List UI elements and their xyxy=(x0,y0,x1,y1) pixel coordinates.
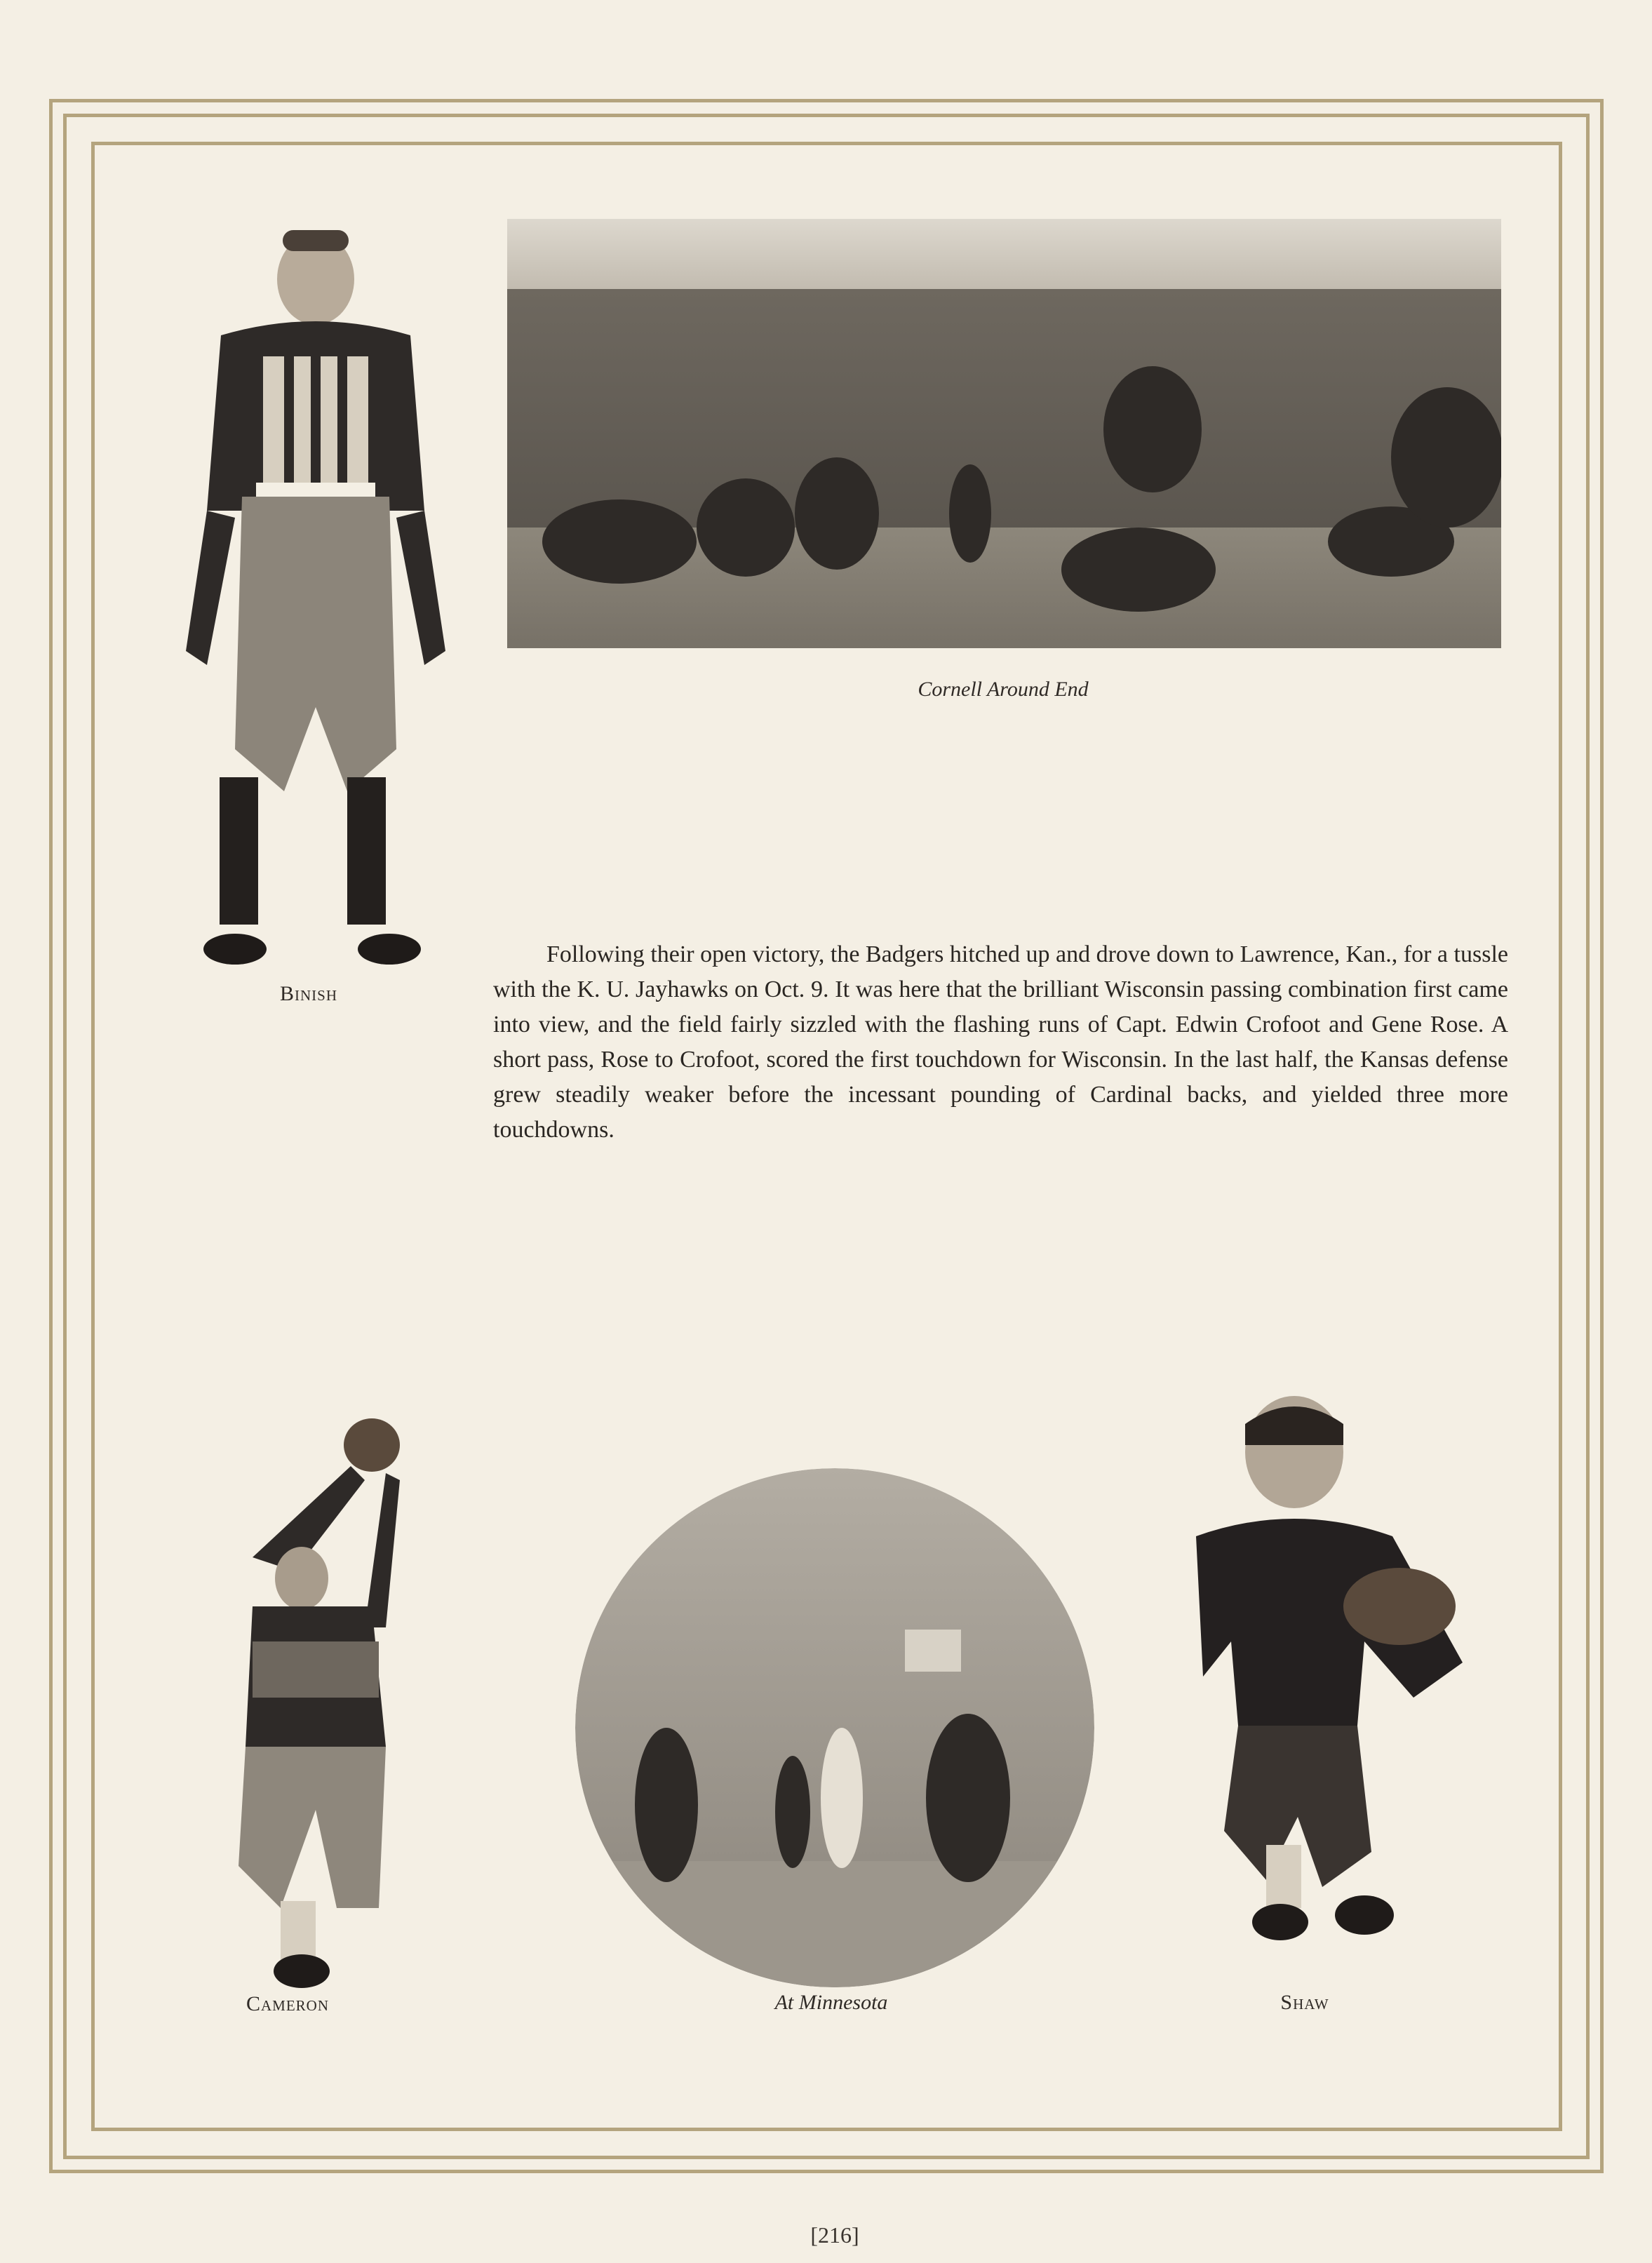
body-paragraph: Following their open victory, the Badgers hitched up and drove down to Lawrence, Kan., for a tussle with the K. U. Jayhawks on Oct. 9. It was here that the brilliant Wisconsin passing combination first came into view, and the field fairly sizzled with the flashing runs of Capt. Edwin Crofoot and Gene Rose. A short pass, Rose to Crofoot, scored the first touchdown for Wisconsin. In the last half, the Kansas defense grew steadily weaker before the incessant pounding of Cardinal backs, and yielded three more touchdowns. xyxy=(493,941,1508,1143)
binish-photo xyxy=(144,216,488,968)
at-minnesota-caption: At Minnesota xyxy=(774,1991,888,2014)
shaw-caption: Shaw xyxy=(1280,1991,1329,2014)
cornell-around-end-photo xyxy=(507,219,1501,648)
cameron-caption: Cameron xyxy=(246,1992,329,2015)
binish-caption: Binish xyxy=(279,982,337,1005)
shaw-photo xyxy=(1182,1396,1477,1978)
cornell-around-end-caption: Cornell Around End xyxy=(918,678,1089,701)
cameron-photo xyxy=(224,1417,407,1989)
at-minnesota-photo xyxy=(575,1468,1094,1987)
page-number: [216] xyxy=(810,2222,859,2248)
